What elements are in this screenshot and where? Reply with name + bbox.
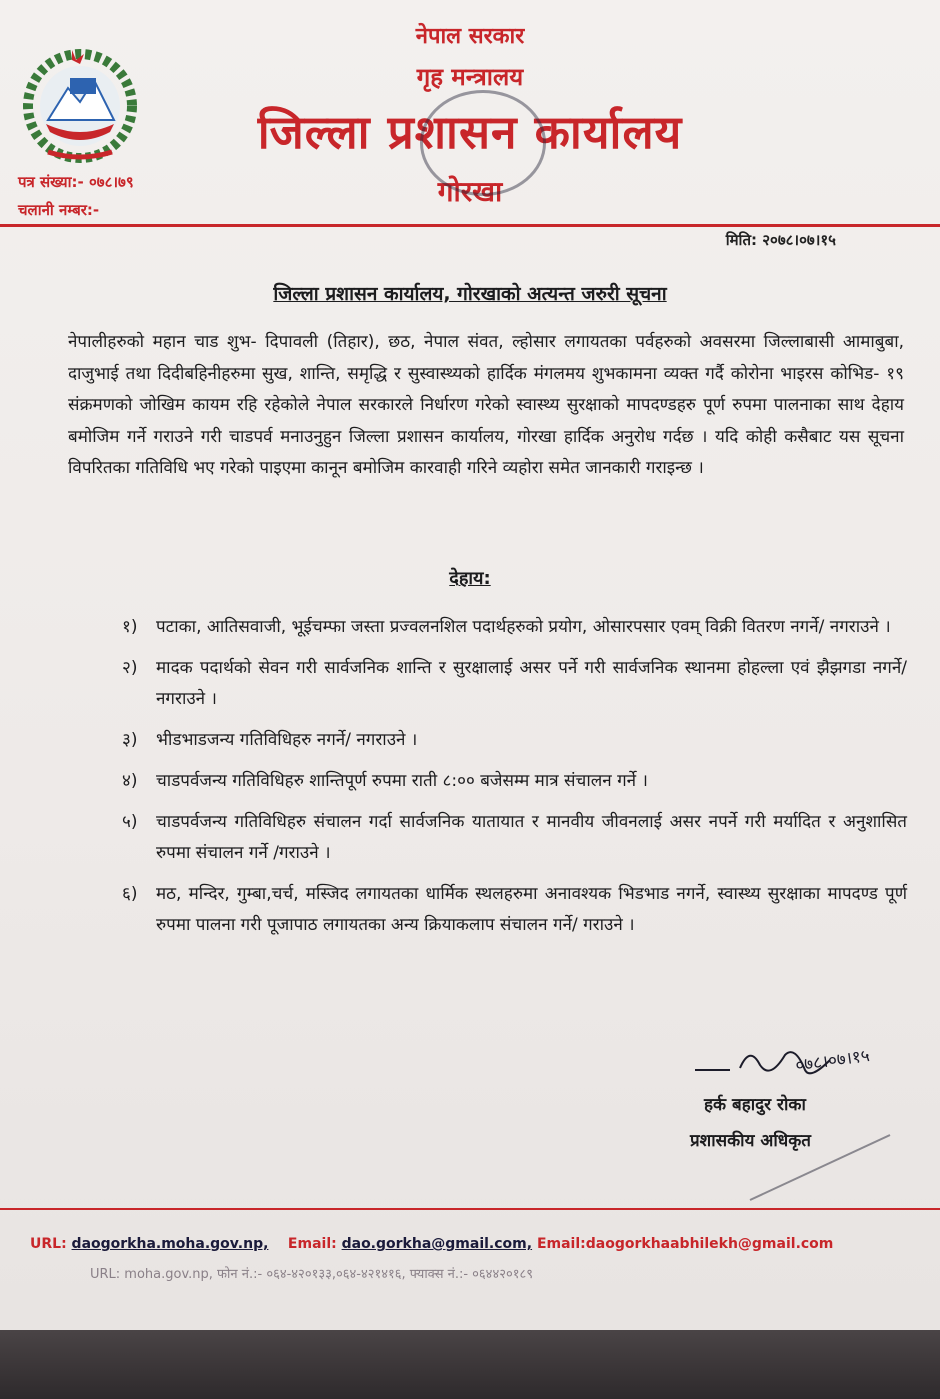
- list-item: [122, 612, 907, 643]
- signature-date: ०७८।०७।१५: [794, 1045, 872, 1077]
- footer-email2[interactable]: Email:daogorkhaabhilekh@gmail.com: [536, 1236, 834, 1252]
- list-item-number: ५): [122, 812, 138, 832]
- list-heading: देहाय:: [449, 568, 491, 589]
- list-item-text: चाडपर्वजन्य गतिविधिहरु संचालन गर्दा सार्वजनिक यातायात र मानवीय जीवनलाई असर नपर्ने गरी मर्यादित र अनुशासित रुपमा संचालन गर्ने /गराउने ।: [156, 812, 907, 863]
- notice-date: मिति: २०७८।०७।१५: [725, 231, 836, 249]
- list-item: [122, 766, 907, 797]
- office-heading: जिल्ला प्रशासन कार्यालय: [257, 105, 683, 159]
- list-item-text: भीडभाडजन्य गतिविधिहरु नगर्ने/ नगराउने ।: [156, 730, 418, 750]
- district-heading: गोरखा: [437, 175, 503, 208]
- header-divider: [0, 224, 940, 227]
- notice-body: नेपालीहरुको महान चाड शुभ- दिपावली (तिहार), छठ, नेपाल संवत, ल्होसार लगायतका पर्वहरुको अवसरमा जिल्लाबासी आमाबुबा, दाजुभाई तथा दिदीबहिनीहरुमा सुख, शान्ति, समृद्धि र सुस्वास्थ्यको हार्दिक मंगलमय शुभकामना व्यक्त गर्दै कोरोना भाइरस कोभिड- १९ संक्रमणको जोखिम कायम रहि रहेकोले नेपाल सरकारले निर्धारण गरेको स्वास्थ्य सुरक्षाको मापदण्डहरु पूर्ण रुपमा पालनाका साथ देहाय बमोजिम गर्ने गराउने गरी चाडपर्व मनाउनुहुन जिल्ला प्रशासन कार्यालय, गोरखा हार्दिक अनुरोध गर्दछ । यदि कोही कसैबाट यस सूचना विपरितका गतिविधि भए गरेको पाइएमा कानून बमोजिम कारवाही गरिने व्यहोरा समेत जानकारी गराइन्छ ।: [68, 332, 904, 479]
- list-item-text: मठ, मन्दिर, गुम्बा,चर्च, मस्जिद लगायतका धार्मिक स्थलहरुमा अनावश्यक भिडभाड नगर्ने, स्वास्थ्य सुरक्षाका मापदण्ड पूर्ण रुपमा पालना गरी पूजापाठ लगायतका अन्य क्रियाकलाप संचालन गर्ने/ गराउने ।: [156, 884, 907, 935]
- dispatch-number: चलानी नम्बर:-: [18, 201, 100, 219]
- list-item-text: पटाका, आतिसवाजी, भूईचम्फा जस्ता प्रज्वलनशिल पदार्थहरुको प्रयोग, ओसारपसार एवम् विक्री वितरण नगर्ने/ नगराउने ।: [156, 617, 891, 637]
- office-stamp: [420, 90, 546, 196]
- list-item: [122, 653, 907, 715]
- footer-email-link[interactable]: dao.gorkha@gmail.com,: [341, 1236, 533, 1252]
- list-item: [122, 725, 907, 756]
- instruction-list: [122, 612, 907, 951]
- footer-url-link[interactable]: daogorkha.moha.gov.np,: [71, 1236, 269, 1252]
- list-item-number: ६): [122, 884, 138, 904]
- signatory-title: प्रशासकीय अधिकृत: [690, 1131, 811, 1151]
- list-item-number: ४): [122, 771, 138, 791]
- letter-number: पत्र संख्या:- ०७८।७९: [18, 173, 134, 191]
- list-item: [122, 879, 907, 941]
- government-heading: नेपाल सरकार: [415, 24, 525, 49]
- footer-contact-line: [30, 1236, 833, 1252]
- footer-url-label: URL:: [30, 1236, 67, 1252]
- list-item-number: १): [122, 617, 138, 637]
- list-item-text: चाडपर्वजन्य गतिविधिहरु शान्तिपूर्ण रुपमा राती ८:०० बजेसम्म मात्र संचालन गर्ने ।: [156, 771, 648, 791]
- signatory-name: हर्क बहादुर रोका: [704, 1095, 806, 1115]
- list-item-number: ३): [122, 730, 138, 750]
- ministry-heading: गृह मन्त्रालय: [416, 63, 524, 91]
- list-item: [122, 807, 907, 869]
- footer-phone-line: URL: moha.gov.np, फोन नं.:- ०६४-४२०१३३,०६४-४२१४१६, फ्याक्स नं.:- ०६४४२०१८९: [90, 1267, 534, 1282]
- footer-divider: [0, 1208, 940, 1210]
- list-item-text: मादक पदार्थको सेवन गरी सार्वजनिक शान्ति र सुरक्षालाई असर पर्ने गरी सार्वजनिक स्थानमा होहल्ला एवं झैझगडा नगर्ने/नगराउने ।: [156, 658, 907, 709]
- list-item-number: २): [122, 658, 138, 678]
- footer-email-label: Email:: [287, 1236, 337, 1252]
- background-surface: [0, 1330, 940, 1399]
- notice-title: जिल्ला प्रशासन कार्यालय, गोरखाको अत्यन्त जरुरी सूचना: [273, 283, 667, 305]
